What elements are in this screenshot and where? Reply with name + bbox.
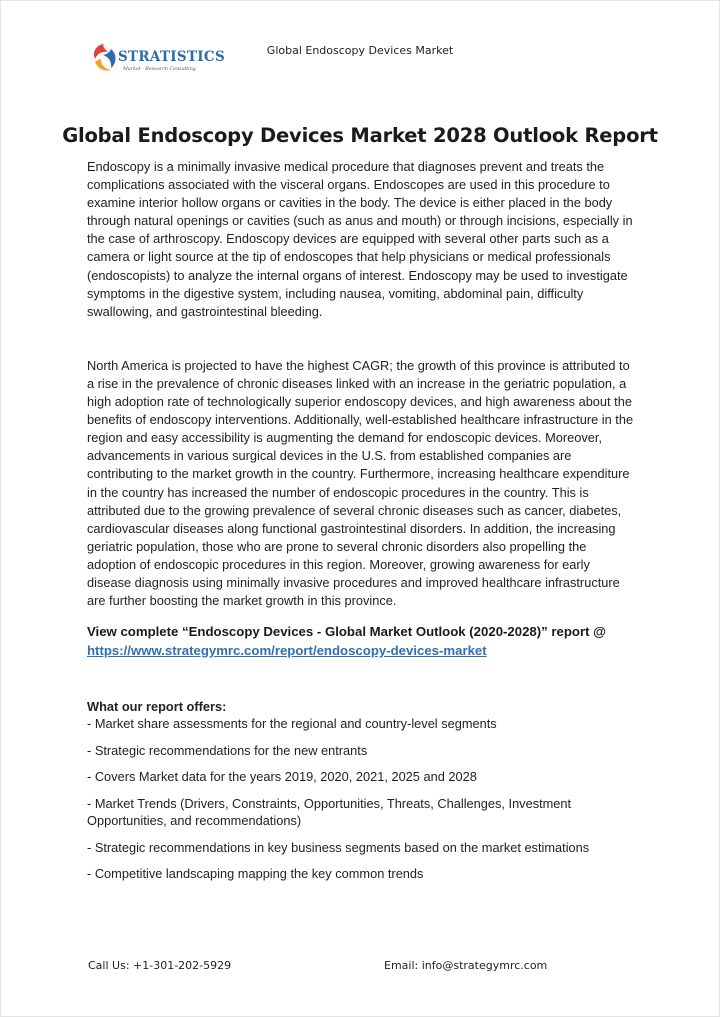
page-title: Global Endoscopy Devices Market 2028 Outlook Report (62, 124, 658, 147)
list-item: - Covers Market data for the years 2019, 2020, 2021, 2025 and 2028 (87, 769, 477, 785)
footer-email: Email: info@strategymrc.com (384, 959, 548, 972)
offers-list (87, 715, 635, 883)
list-item: - Market share assessments for the regional and country-level segments (87, 716, 497, 732)
list-item: - Competitive landscaping mapping the key common trends (87, 866, 424, 882)
regional-paragraph: North America is projected to have the highest CAGR; the growth of this province is attributed to a rise in the prevalence of chronic diseases linked with an increase in the geriatric population, a high adoption rate of technologically superior endoscopy devices, and high awareness about the benefits of endoscopy interventions. Additionally, well-established healthcare infrastructure in the region and easy accessibility is augmenting the demand for endoscopic devices. Moreover, advancements in various surgical devices in the U.S. from established companies are contributing to the market growth in the country. Furthermore, increasing healthcare expenditure in the country has increased the number of endoscopic procedures in the country. This is attributed due to the growing prevalence of several chronic diseases such as cancer, diabetes, cardiovascular diseases along functional gastrointestinal disorders. In addition, the increasing geriatric population, those who are prone to several chronic disorders also propelling the adoption of endoscopic procedures in this region. Moreover, growing awareness for early disease diagnosis using minimally invasive procedures and improved healthcare infrastructure are further boosting the market growth in this province. (87, 357, 634, 609)
logo-tagline: Market · Research Consulting (123, 67, 196, 72)
report-cta (87, 622, 635, 660)
list-item: - Market Trends (Drivers, Constraints, Opportunities, Threats, Challenges, Investment Opportunities, and recommendations) (87, 795, 572, 829)
header-title: Global Endoscopy Devices Market (266, 44, 454, 57)
footer-phone: Call Us: +1-301-202-5929 (88, 959, 232, 972)
list-item: - Strategic recommendations for the new entrants (87, 742, 368, 758)
report-link[interactable]: https://www.strategymrc.com/report/endoscopy-devices-market (87, 643, 487, 659)
offers-heading: What our report offers: (87, 699, 227, 715)
cta-text: View complete “Endoscopy Devices - Global Market Outlook (2020-2028)” report @ (87, 624, 607, 640)
list-item: - Strategic recommendations in key business segments based on the market estimations (87, 839, 590, 855)
logo-wordmark: STRATISTICS (118, 49, 226, 65)
document-body (87, 158, 635, 892)
intro-paragraph: Endoscopy is a minimally invasive medical procedure that diagnoses prevent and treats the complications associated with the visceral organs. Endoscopes are used in this procedure to examine interior hollow organs or cavities in the body. The device is either placed in the body through natural openings or cavities (such as anus and mouth) or through incisions, especially in the case of arthroscopy. Endoscopy devices are equipped with several other parts such as a camera or light source at the tip of endoscopes that help physicians or medical professionals (endoscopists) to analyze the internal organs of interest. Endoscopy may be used to investigate symptoms in the digestive system, including nausea, vomiting, abdominal pain, difficulty swallowing, and gastrointestinal bleeding. (87, 159, 633, 319)
